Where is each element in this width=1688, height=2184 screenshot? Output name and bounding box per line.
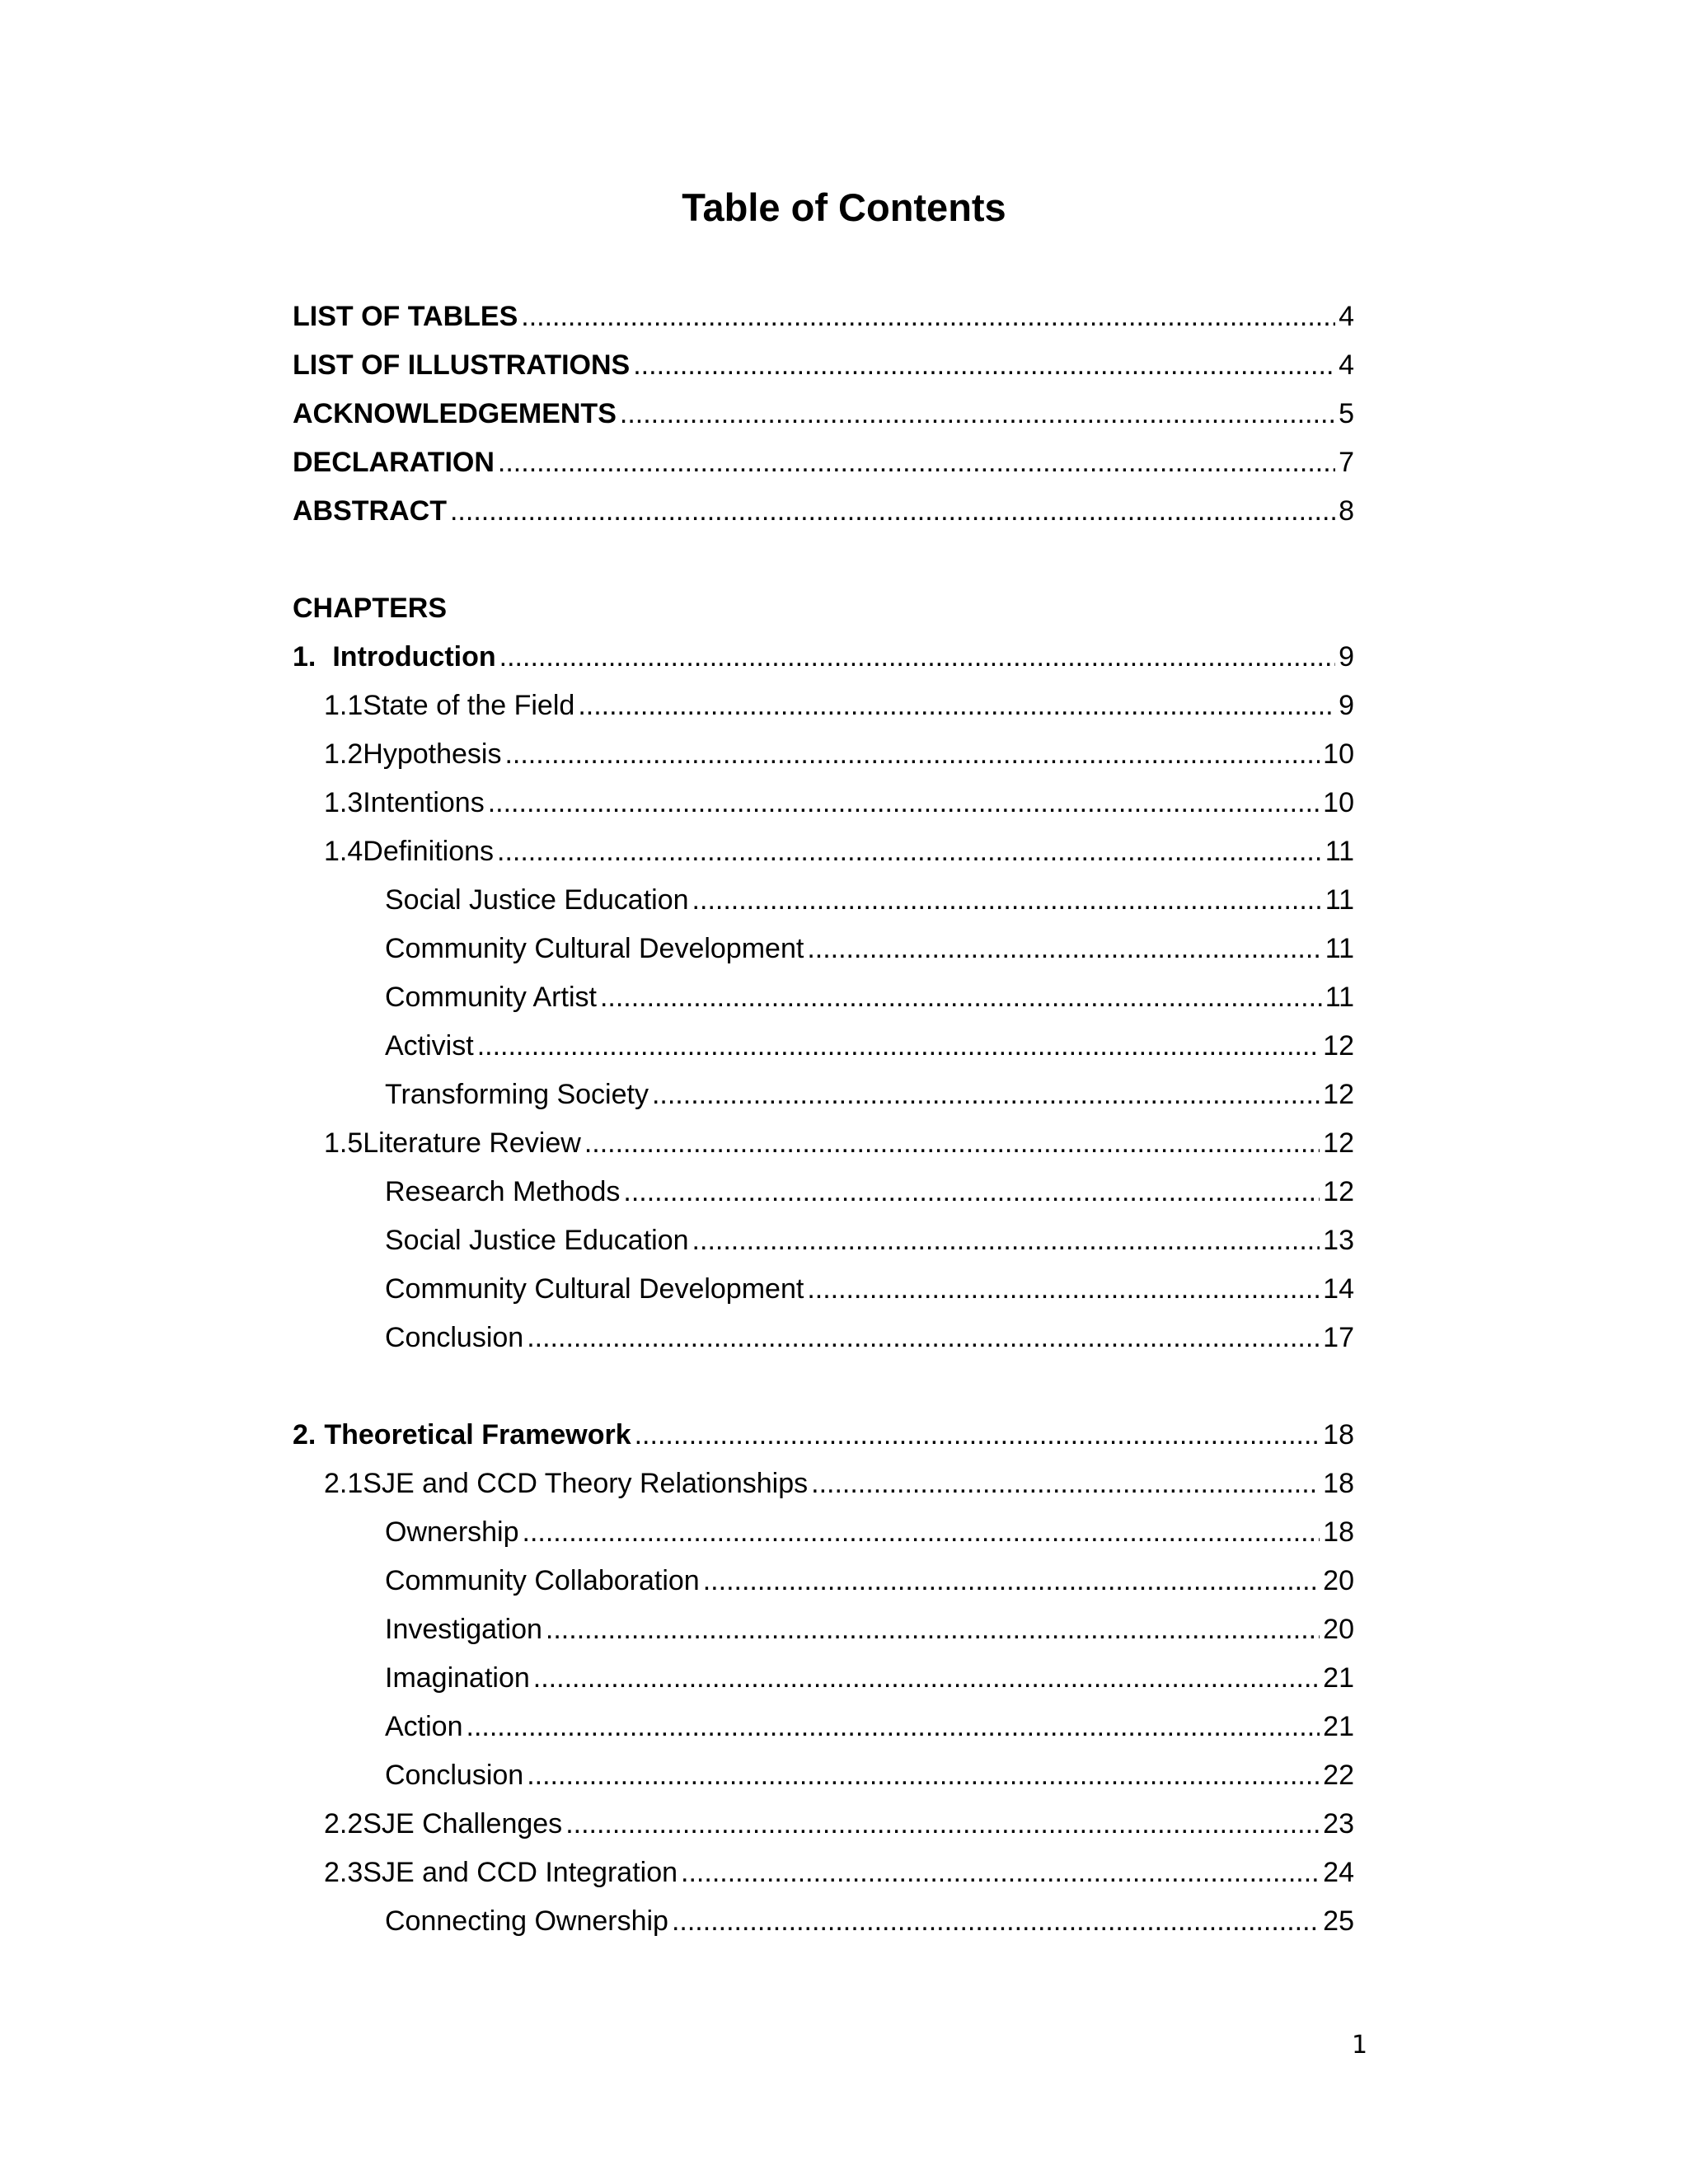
toc-subsection[interactable] — [385, 1222, 1354, 1258]
toc-page-number: 12 — [1323, 1176, 1354, 1207]
section-number: 1.1 — [324, 690, 363, 721]
dot-leader — [633, 347, 1335, 383]
toc-section-1-1[interactable] — [324, 687, 1354, 724]
toc-entry-label: Action — [385, 1711, 463, 1742]
dot-leader — [498, 444, 1335, 480]
dot-leader — [499, 639, 1335, 675]
dot-leader — [467, 1708, 1320, 1745]
dot-leader — [497, 833, 1322, 869]
toc-section-1-3[interactable] — [324, 785, 1354, 821]
toc-subsection[interactable] — [385, 979, 1354, 1015]
toc-page-number: 7 — [1339, 447, 1354, 478]
toc-page-number: 17 — [1323, 1322, 1354, 1353]
toc-page-number: 5 — [1339, 398, 1354, 429]
dot-leader — [488, 785, 1320, 821]
toc-page-number: 10 — [1323, 738, 1354, 770]
toc-page-number: 8 — [1339, 495, 1354, 527]
dot-leader — [584, 1125, 1320, 1161]
toc-entry-list-of-illustrations[interactable] — [293, 347, 1354, 383]
toc-entry-label: LIST OF ILLUSTRATIONS — [293, 349, 631, 381]
toc-entry-label: DECLARATION — [293, 447, 495, 478]
toc-subsection[interactable] — [385, 1611, 1354, 1647]
toc-entry-label: SJE and CCD Integration — [363, 1857, 678, 1888]
page-title: Table of Contents — [682, 185, 1006, 229]
toc-section-2-2[interactable] — [324, 1806, 1354, 1842]
toc-entry-label: Community Artist — [385, 982, 597, 1013]
toc-subsection[interactable] — [385, 882, 1354, 918]
toc-page-number: 22 — [1323, 1760, 1354, 1791]
toc-entry-abstract[interactable] — [293, 493, 1354, 529]
dot-leader — [672, 1903, 1320, 1939]
toc-section-2-3[interactable] — [324, 1854, 1354, 1891]
toc-entry-label: Conclusion — [385, 1322, 524, 1353]
toc-section-1-4[interactable] — [324, 833, 1354, 869]
toc-entry-label: Community Collaboration — [385, 1565, 700, 1596]
toc-entry-label: ABSTRACT — [293, 495, 447, 527]
toc-section-1-2[interactable] — [324, 736, 1354, 772]
toc-page-number: 12 — [1323, 1030, 1354, 1062]
dot-leader — [807, 1271, 1320, 1307]
section-number: 2.2 — [324, 1808, 363, 1840]
toc-chapter-2[interactable] — [293, 1417, 1354, 1453]
toc-entry-label: Imagination — [385, 1662, 530, 1694]
dot-leader — [477, 1028, 1320, 1064]
toc-entry-label: Social Justice Education — [385, 884, 689, 916]
dot-leader — [703, 1563, 1320, 1599]
toc-entry-label: Community Cultural Development — [385, 1273, 804, 1305]
toc-entry-list-of-tables[interactable] — [293, 298, 1354, 335]
toc-section-1-5[interactable] — [324, 1125, 1354, 1161]
toc-entry-label: SJE and CCD Theory Relationships — [363, 1468, 809, 1499]
toc-page-number: 18 — [1323, 1419, 1354, 1451]
dot-leader — [523, 1514, 1320, 1550]
toc-entry-label: Social Justice Education — [385, 1225, 689, 1256]
toc-page-number: 18 — [1323, 1516, 1354, 1548]
toc-entry-label: Hypothesis — [363, 738, 502, 770]
dot-leader — [692, 882, 1322, 918]
dot-leader — [600, 979, 1322, 1015]
dot-leader — [807, 930, 1321, 967]
toc-chapter-1[interactable] — [293, 639, 1354, 675]
section-number: 1.4 — [324, 836, 363, 867]
chapter-number: 1. — [293, 641, 316, 673]
toc-entry-label: State of the Field — [363, 690, 575, 721]
toc-entry-label: ACKNOWLEDGEMENTS — [293, 398, 617, 429]
toc-entry-declaration[interactable] — [293, 444, 1354, 480]
dot-leader — [521, 298, 1335, 335]
toc-entry-label: Connecting Ownership — [385, 1905, 668, 1937]
section-number: 2.1 — [324, 1468, 363, 1499]
chapter-number: 2. — [293, 1419, 316, 1451]
toc-page-number: 20 — [1323, 1614, 1354, 1645]
toc-entry-acknowledgements[interactable] — [293, 396, 1354, 432]
section-number: 1.3 — [324, 787, 363, 818]
toc-entry-label: SJE Challenges — [363, 1808, 563, 1840]
toc-subsection[interactable] — [385, 1028, 1354, 1064]
toc-entry-label: Theoretical Framework — [324, 1419, 631, 1451]
toc-subsection[interactable] — [385, 1708, 1354, 1745]
dot-leader — [578, 687, 1335, 724]
dot-leader — [620, 396, 1335, 432]
footer-page-number: 1 — [1352, 2031, 1368, 2060]
toc-entry-label: Investigation — [385, 1614, 542, 1645]
dot-leader — [546, 1611, 1320, 1647]
toc-entry-label: Transforming Society — [385, 1079, 649, 1110]
toc-entry-label: Ownership — [385, 1516, 519, 1548]
toc-subsection[interactable] — [385, 1319, 1354, 1356]
toc-subsection[interactable] — [385, 1757, 1354, 1793]
toc-page-number: 4 — [1339, 301, 1354, 332]
toc-subsection[interactable] — [385, 1174, 1354, 1210]
toc-entry-label: Intentions — [363, 787, 485, 818]
toc-entry-label: Conclusion — [385, 1760, 524, 1791]
toc-entry-label: Research Methods — [385, 1176, 621, 1207]
dot-leader — [635, 1417, 1320, 1453]
toc-subsection[interactable] — [385, 1271, 1354, 1307]
toc-page-number: 11 — [1325, 884, 1354, 916]
toc-section-2-1[interactable] — [324, 1465, 1354, 1502]
dot-leader — [811, 1465, 1320, 1502]
dot-leader — [527, 1757, 1320, 1793]
chapters-heading: CHAPTERS — [293, 593, 448, 624]
toc-page-number: 11 — [1325, 836, 1354, 867]
toc-entry-label: Community Cultural Development — [385, 933, 804, 964]
toc-subsection[interactable] — [385, 1660, 1354, 1696]
toc-page-number: 25 — [1323, 1905, 1354, 1937]
dot-leader — [652, 1076, 1320, 1113]
toc-page-number: 21 — [1323, 1711, 1354, 1742]
toc-page-number: 21 — [1323, 1662, 1354, 1694]
toc-entry-label: LIST OF TABLES — [293, 301, 518, 332]
toc-entry-label: Activist — [385, 1030, 474, 1062]
dot-leader — [623, 1174, 1320, 1210]
toc-page-number: 24 — [1323, 1857, 1354, 1888]
section-number: 1.5 — [324, 1127, 363, 1159]
toc-subsection[interactable] — [385, 1903, 1354, 1939]
toc-page-number: 13 — [1323, 1225, 1354, 1256]
toc-entry-label: Literature Review — [363, 1127, 581, 1159]
toc-page-number: 9 — [1339, 690, 1354, 721]
toc-page-number: 23 — [1323, 1808, 1354, 1840]
toc-page-number: 11 — [1325, 982, 1354, 1013]
toc-page-number: 9 — [1339, 641, 1354, 673]
dot-leader — [565, 1806, 1320, 1842]
toc-page-number: 11 — [1325, 933, 1354, 964]
toc-subsection[interactable] — [385, 930, 1354, 967]
dot-leader — [504, 736, 1320, 772]
dot-leader — [533, 1660, 1320, 1696]
toc-page-number: 20 — [1323, 1565, 1354, 1596]
section-number: 1.2 — [324, 738, 363, 770]
toc-subsection[interactable] — [385, 1563, 1354, 1599]
toc-page-number: 10 — [1323, 787, 1354, 818]
toc-page-number: 12 — [1323, 1127, 1354, 1159]
toc-subsection[interactable] — [385, 1514, 1354, 1550]
dot-leader — [692, 1222, 1320, 1258]
toc-page-number: 4 — [1339, 349, 1354, 381]
toc-entry-label: Definitions — [363, 836, 495, 867]
toc-page-number: 14 — [1323, 1273, 1354, 1305]
dot-leader — [450, 493, 1335, 529]
section-number: 2.3 — [324, 1857, 363, 1888]
toc-page-number: 18 — [1323, 1468, 1354, 1499]
toc-subsection[interactable] — [385, 1076, 1354, 1113]
dot-leader — [527, 1319, 1320, 1356]
toc-page-number: 12 — [1323, 1079, 1354, 1110]
dot-leader — [681, 1854, 1320, 1891]
toc-entry-label: Introduction — [332, 641, 496, 673]
